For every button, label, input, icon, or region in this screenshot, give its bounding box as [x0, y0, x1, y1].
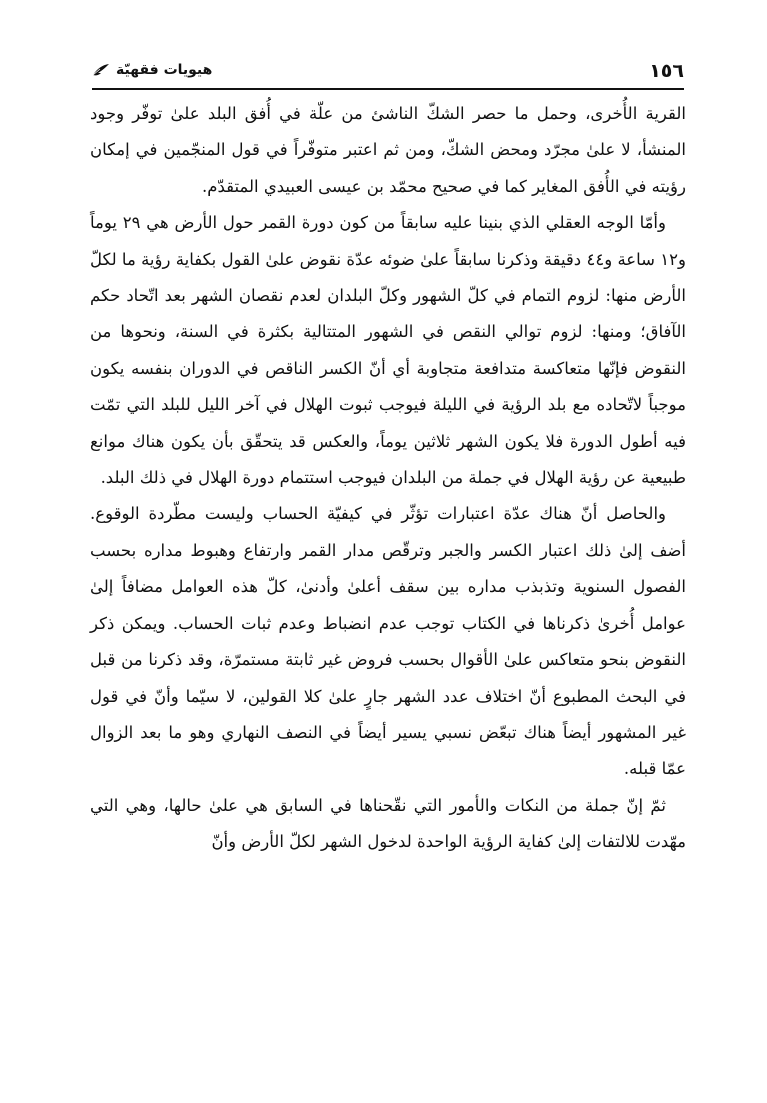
running-title-group [92, 62, 212, 78]
page-header [92, 56, 684, 90]
body-text [90, 96, 686, 861]
running-title: هيويات فقهيّة [116, 62, 213, 78]
quill-icon [92, 63, 110, 77]
paragraph-2: وأمّا الوجه العقلي الذي بنينا عليه سابقاً من كون دورة القمر حول الأرض هي ٢٩ يوماً و١٢ ساعة و٤٤ دقيقة وذكرنا سابقاً علىٰ ضوئه عدّة نقوض علىٰ القول بكفاية رؤية ما لكلّ الأرض منها: لزوم التمام في كلّ الشهور وكلّ البلدان لعدم نقصان الشهر بعد اتّحاد حكم الآفاق؛ ومنها: لزوم توالي النقص في الشهور المتتالية بكثرة في السنة، ونحوها من النقوض فإنّها متعاكسة متدافعة متجاوبة أي أنّ الكسر الناقص في الدوران بنفسه يكون موجباً لاتّحاده مع بلد الرؤية في الليلة فيوجب ثبوت الهلال في آخر الليل للبلد التي تمّت فيه أطول الدورة فلا يكون الشهر ثلاثين يوماً، والعكس قد يتحقّق بأن يكون هناك موانع طبيعية عن رؤية الهلال في جملة من البلدان فيوجب استتمام دورة الهلال في ذلك البلد. [90, 213, 686, 488]
page-number: ١٥٦ [649, 60, 684, 82]
paragraph-3: والحاصل أنّ هناك عدّة اعتبارات تؤثّر في كيفيّة الحساب وليست مطّردة الوقوع. أضف إلىٰ ذلك اعتبار الكسر والجبر وترقّص مدار القمر وارتفاع وهبوط مداره بحسب الفصول السنوية وتذبذب مداره بين سقف أعلىٰ وأدنىٰ، كلّ هذه العوامل مضافاً إلىٰ عوامل أُخرىٰ ذكرناها في الكتاب توجب عدم انضباط وعدم ثبات الحساب. ويمكن ذكر النقوض بنحو متعاكس علىٰ الأقوال بحسب فروض غير ثابتة مستمرّة، وقد ذكرنا من قبل في البحث المطبوع أنّ اختلاف عدد الشهر جارٍ علىٰ كلا القولين، لا سيّما وأنّ في قول غير المشهور أيضاً هناك تبعّض نسبي يسير أيضاً في النصف النهاري وهو ما بعد الزوال عمّا قبله. [90, 504, 686, 779]
paragraph-1: القرية الأُخرى، وحمل ما حصر الشكّ الناشئ من علّة في أُفق البلد علىٰ توفّر وجود المنشأ، لا علىٰ مجرّد ومحض الشكّ، ومن ثم اعتبر متوفّراً في قول المنجّمين في إمكان رؤيته في الأُفق المغاير كما في صحيح محمّد بن عيسى العبيدي المتقدّم. [90, 104, 686, 196]
header-rule [92, 88, 684, 90]
paragraph-4: ثمّ إنّ جملة من النكات والأمور التي نقّحناها في السابق هي علىٰ حالها، وهي التي مهّدت للالتفات إلىٰ كفاية الرؤية الواحدة لدخول الشهر لكلّ الأرض وأنّ [90, 795, 686, 852]
